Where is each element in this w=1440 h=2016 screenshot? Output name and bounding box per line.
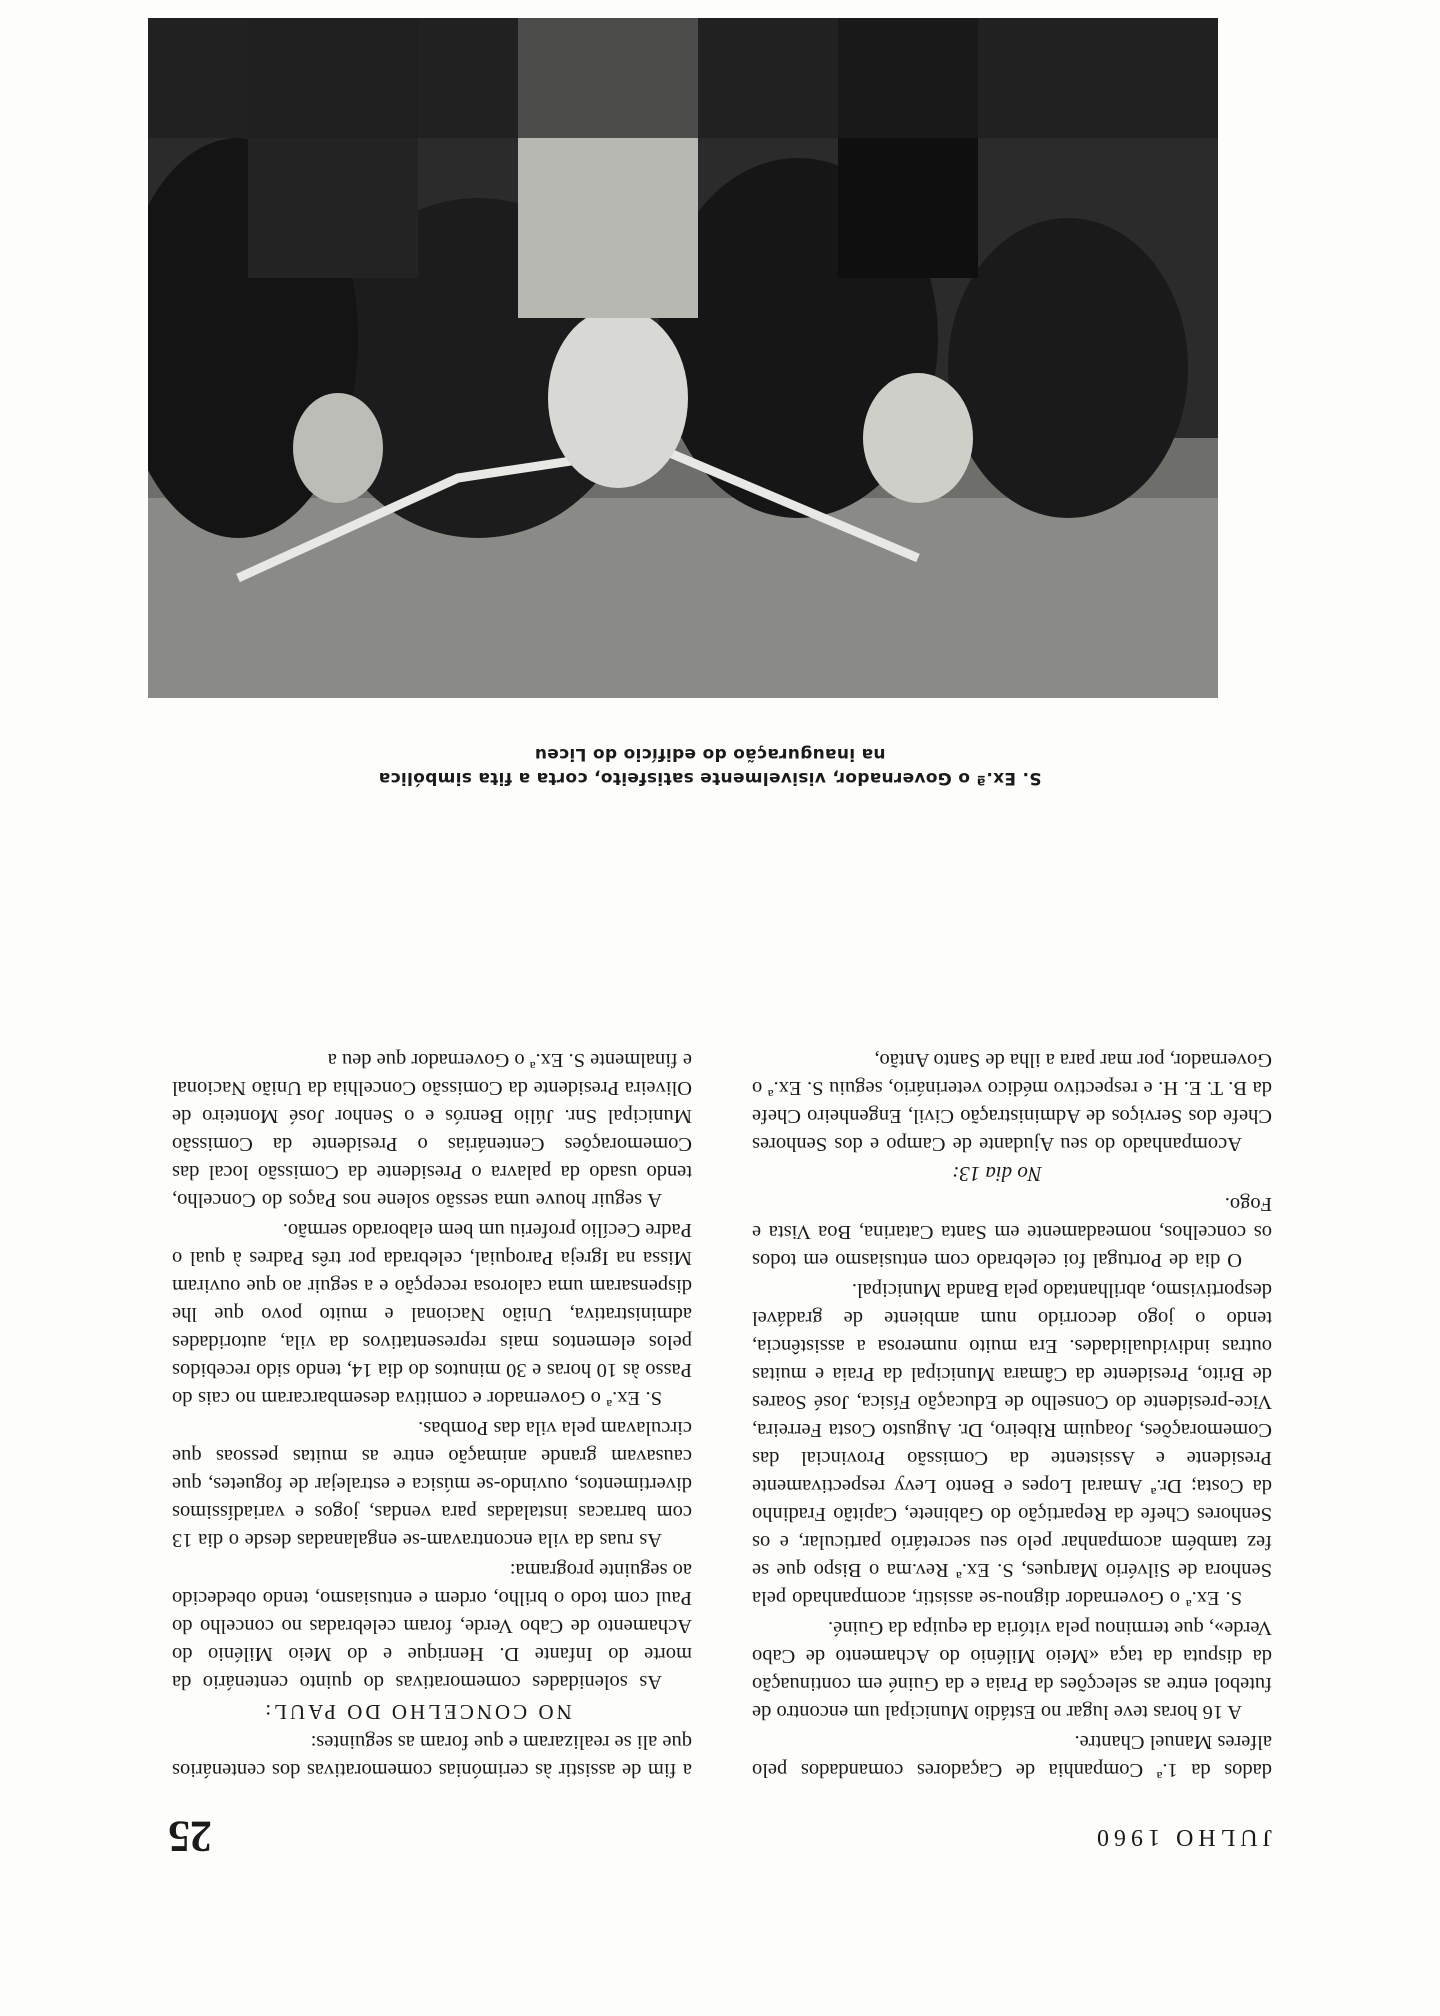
paragraph: Acompanhado do seu Ajudante de Campo e dos Senhores Chefe dos Serviços de Administração Civil, Engenheiro Chefe da B. T. E. H. e respectivo médico veterinário, seguiu S. Ex.ª o Governador, por mar para a ilha de Santo Antão, xyxy=(752,1049,1272,1155)
paragraph: O dia de Portugal foi celebrado com entusiasmo em todos os concelhos, nomeadamente em Santa Catarina, Boa Vista e Fogo. xyxy=(752,1193,1272,1271)
left-column xyxy=(752,1044,1272,1784)
paragraph: A seguir houve uma sessão solene nos Paços do Concelho, tendo usado da palavra o Presidente da Comissão local das Comemorações Centenárias o Presidente da Comissão Municipal Snr. Júlio Benrós e o Senhor José Monteiro de Oliveira Presidente da Comissão Concelhia da União Nacional e finalmente S. Ex.ª o Governador que deu a xyxy=(172,1049,692,1211)
day-heading: No dia 13: xyxy=(952,1162,1042,1186)
photo-caption xyxy=(280,742,1140,790)
paragraph: As solenidades comemorativas do quinto centenário da morte do Infante D. Henrique e do Meio Milénio do Achamento de Cabo Verde, foram celebradas no concelho do Paul com todo o brilho, ordem e entusiasmo, tendo obedecido ao seguinte programa: xyxy=(172,1559,692,1693)
paragraph: As ruas da vila encontravam-se engalanadas desde o dia 13 com barracas instaladas para vendas, jogos e variadíssimos divertimentos, ouvindo-se música e estralejar de foguetes, que causavam grande animação entre as muitas pessoas que circulavam pela vila das Pombas. xyxy=(172,1417,692,1551)
paragraph: A 16 horas teve lugar no Estádio Municipal um encontro de futebol entre as selecções da Praia e da Guiné em continuação da disputa da taça «Meio Milénio do Achamento de Cabo Verde», que terminou pela vitória da equipa da Guiné. xyxy=(752,1617,1272,1723)
photo-image xyxy=(148,18,1218,698)
ribbon-cutting-photo xyxy=(148,18,1218,698)
paragraph: S. Ex.ª o Governador e comitiva desembarcaram no cais do Passo às 10 horas e 30 minutos do dia 14, tendo sido recebidos pelos elementos mais representativos da vila, autoridades administrativa, União Nacional e muito povo que lhe dispensaram uma calorosa recepção e a seguir ao que ouviram Missa na Igreja Paroquial, celebrada por três Padres à qual o Padre Cecílio proferiu um bem elaborado sermão. xyxy=(172,1219,692,1409)
paragraph: S. Ex.ª o Governador dignou-se assistir, acompanhado pela Senhora de Silvério Marques, S. Ex.ª Rev.ma o Bispo que se fez também acompanhar pelo seu secretário particular, e os Senhores Chefe da Repartição do Gabinete, Capitão Fradinho da Costa; Dr.ª Amaral Lopes e Bento Levy respectivamente Presidente e Assistente da Comissão Provincial das Comemorações, Joaquim Ribeiro, Dr. Augusto Costa Ferreira, Vice-presidente do Conselho de Educação Física, José Soares de Brito, Presidente da Câmara Municipal da Praia e muitas outras individualidades. Era muito numerosa a assistência, tendo o jogo decorrido num ambiente de gradável desportivismo, abrilhantado pela Banda Municipal. xyxy=(752,1279,1272,1609)
caption-line: na inauguração do edifício do Liceu xyxy=(534,744,886,764)
running-title: JULHO 1960 xyxy=(1092,1824,1272,1850)
caption-line: S. Ex.ª o Governador, visivelmente satisfeito, corta a fita simbólica xyxy=(378,768,1042,788)
section-heading: NO CONCELHO DO PAUL: xyxy=(262,1700,572,1724)
page-number: 25 xyxy=(168,1812,212,1861)
paragraph: a fim de assistir às cerimónias comemorativas dos centenários que ali se realizaram e que foram as seguintes: xyxy=(172,1731,692,1781)
text-columns xyxy=(172,734,1272,1784)
paragraph: dados da 1.ª Companhia de Caçadores comandados pelo alferes Manuel Chantre. xyxy=(752,1731,1272,1781)
page-header xyxy=(168,1806,1272,1861)
right-column xyxy=(172,1044,692,1784)
